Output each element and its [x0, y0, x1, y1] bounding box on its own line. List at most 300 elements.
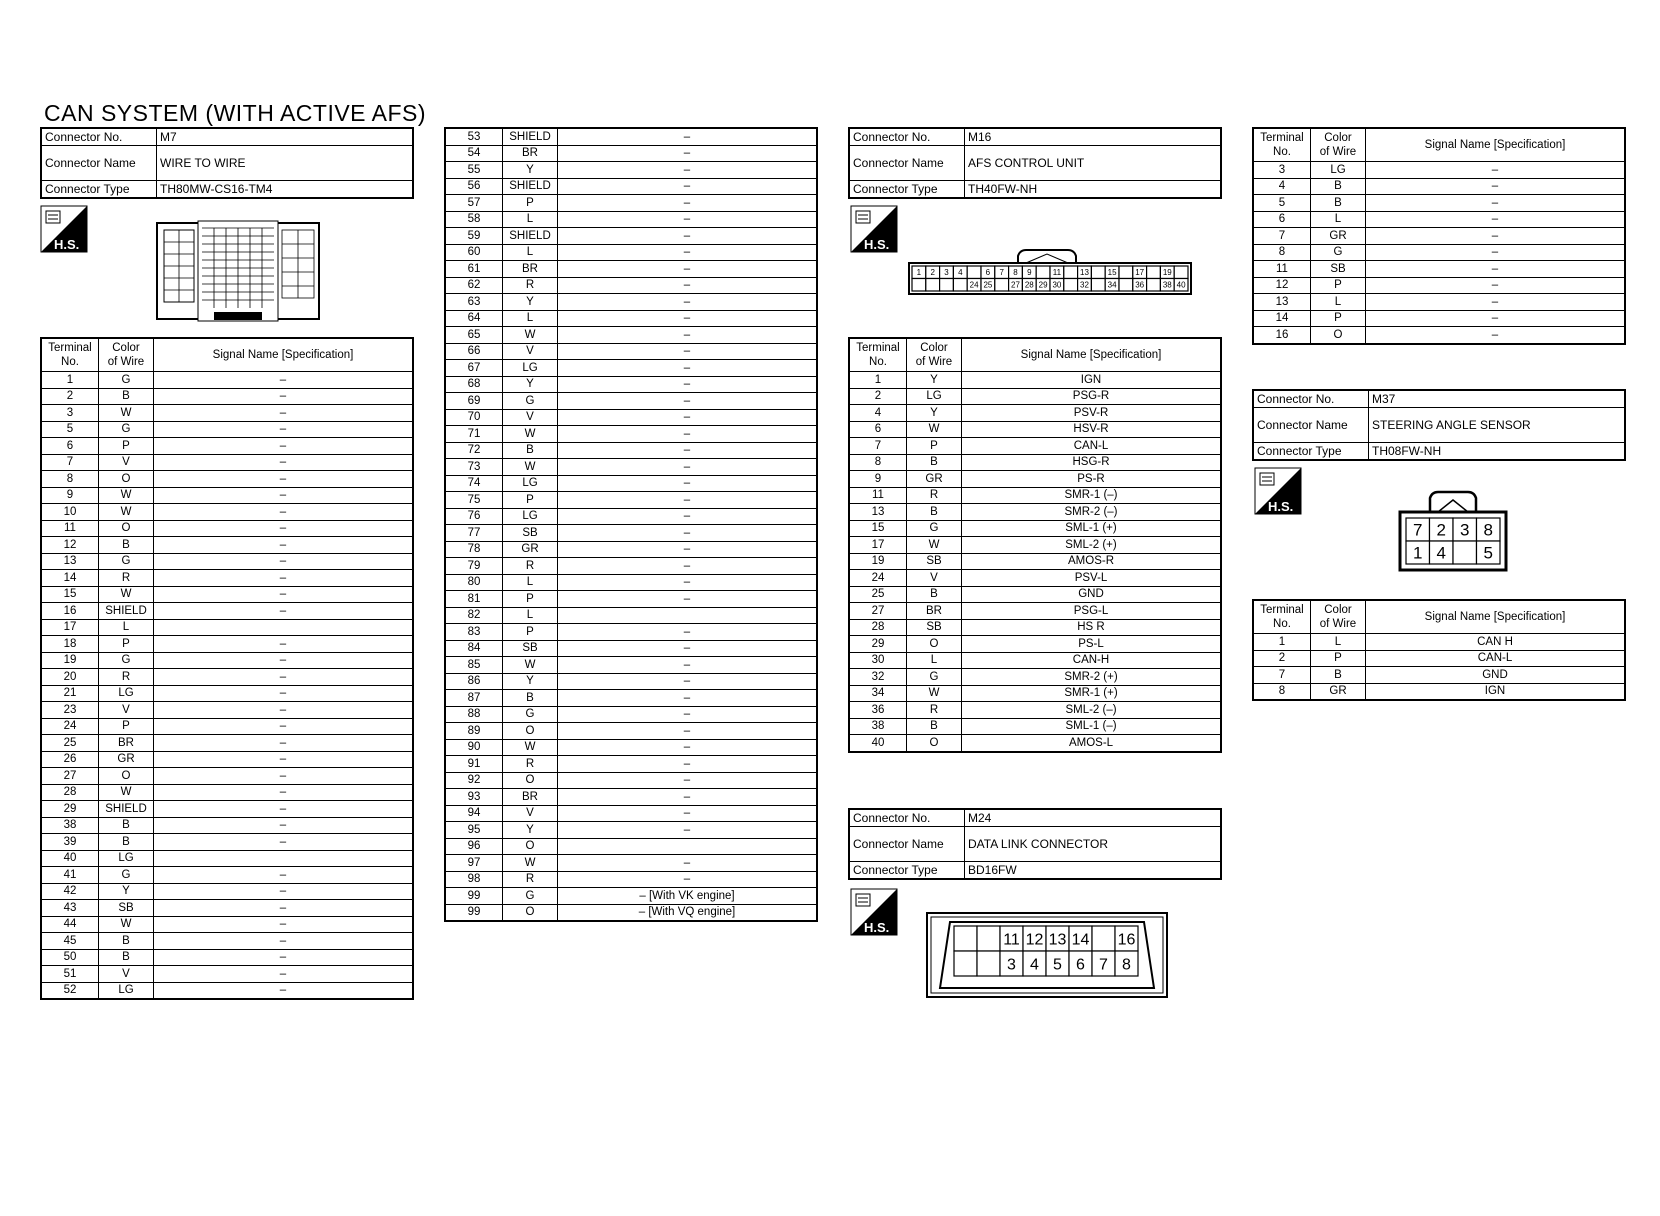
hs-label: H.S.	[864, 237, 890, 252]
table-row	[1253, 310, 1625, 327]
signal-name-cell: –	[558, 145, 818, 162]
wire-color-cell: L	[1311, 294, 1366, 311]
terminal-no-cell: 77	[445, 525, 503, 542]
signal-name-cell: –	[154, 982, 414, 999]
wire-color-cell: Y	[503, 294, 558, 311]
wire-color-cell: W	[907, 421, 962, 438]
table-row	[1253, 667, 1625, 684]
signal-name-cell: –	[558, 343, 818, 360]
signal-name-cell: –	[154, 652, 414, 669]
terminal-no-cell: 26	[41, 751, 99, 768]
table-row	[41, 487, 413, 504]
signal-name-cell: SML-2 (–)	[962, 702, 1222, 719]
terminal-no-cell: 98	[445, 871, 503, 888]
wire-color-cell: O	[503, 723, 558, 740]
signal-name-cell: –	[154, 504, 414, 521]
terminal-no-cell: 70	[445, 409, 503, 426]
hs-icon	[40, 205, 88, 253]
color-header-line1: Color	[1324, 604, 1352, 616]
terminal-no-cell: 38	[849, 718, 907, 735]
signal-name-cell: –	[558, 624, 818, 641]
table-row	[41, 603, 413, 620]
table-row	[849, 669, 1221, 686]
color-header	[1311, 600, 1366, 634]
signal-name-cell: –	[558, 558, 818, 575]
signal-name-cell: –	[154, 553, 414, 570]
table-row	[849, 388, 1221, 405]
terminal-no-cell: 14	[1253, 310, 1311, 327]
table-row	[445, 673, 817, 690]
wire-color-cell: R	[503, 871, 558, 888]
table-row	[445, 789, 817, 806]
signal-name-cell: –	[558, 277, 818, 294]
signal-name-cell: –	[154, 471, 414, 488]
signal-name-cell: PSV-R	[962, 405, 1222, 422]
wire-color-cell: L	[1311, 634, 1366, 651]
signal-name-cell: –	[558, 459, 818, 476]
terminal-no-cell: 18	[41, 636, 99, 653]
wire-color-cell: W	[503, 426, 558, 443]
table-row	[445, 772, 817, 789]
table-row	[41, 735, 413, 752]
terminal-header-line1: Terminal	[1260, 604, 1304, 616]
wire-color-cell: W	[99, 405, 154, 422]
wire-color-cell: G	[907, 669, 962, 686]
table-row	[1253, 327, 1625, 344]
signal-name-cell: IGN	[962, 372, 1222, 389]
pin-number: 1	[1413, 543, 1423, 563]
terminal-no-cell: 24	[41, 718, 99, 735]
terminal-header-line2: No.	[61, 356, 79, 368]
table-row	[41, 949, 413, 966]
signal-name-cell: –	[154, 421, 414, 438]
pin-number: 27	[1011, 280, 1020, 290]
hs-label: H.S.	[1268, 499, 1294, 514]
wire-color-cell: GR	[99, 751, 154, 768]
terminal-no-cell: 11	[1253, 261, 1311, 278]
wire-color-cell: B	[503, 442, 558, 459]
signal-name-cell: PSV-L	[962, 570, 1222, 587]
signal-name-cell: –	[558, 310, 818, 327]
signal-name-cell: –	[154, 966, 414, 983]
terminal-no-cell: 13	[41, 553, 99, 570]
terminal-no-cell: 12	[41, 537, 99, 554]
signal-name-cell: –	[558, 789, 818, 806]
table-row	[1253, 244, 1625, 261]
wire-color-cell: P	[503, 195, 558, 212]
table-row	[445, 706, 817, 723]
table-row	[41, 537, 413, 554]
wire-color-cell: LG	[907, 388, 962, 405]
table-row	[445, 211, 817, 228]
wire-color-cell: SB	[1311, 261, 1366, 278]
table-row	[41, 784, 413, 801]
pin-number: 3	[1007, 956, 1016, 974]
signal-name-cell: –	[154, 916, 414, 933]
wire-color-cell: O	[907, 735, 962, 752]
signal-name-cell: HS R	[962, 619, 1222, 636]
table-row	[41, 867, 413, 884]
signal-name-cell: SMR-2 (+)	[962, 669, 1222, 686]
color-header-line2: of Wire	[1319, 146, 1357, 158]
wire-color-cell: SB	[503, 640, 558, 657]
signal-name-cell: –	[558, 294, 818, 311]
m37-pin-table	[1252, 599, 1626, 701]
wire-color-cell: P	[99, 636, 154, 653]
hs-icon	[850, 205, 898, 253]
pin-number: 3	[1460, 520, 1470, 540]
pin-number: 8	[1483, 520, 1493, 540]
connector-type-label: Connector Type	[41, 181, 157, 199]
table-row	[445, 228, 817, 245]
table-row	[41, 454, 413, 471]
table-row	[445, 376, 817, 393]
wire-color-cell: W	[503, 855, 558, 872]
connector-type-label: Connector Type	[849, 862, 965, 880]
table-row	[445, 541, 817, 558]
pin-number: 4	[1030, 956, 1039, 974]
signal-name-cell: –	[154, 603, 414, 620]
hs-icon	[850, 888, 898, 936]
wire-color-cell: O	[503, 772, 558, 789]
terminal-no-cell: 11	[849, 487, 907, 504]
wire-color-cell: BR	[503, 261, 558, 278]
m7-connector-diagram	[156, 220, 320, 322]
terminal-no-header	[1253, 128, 1311, 162]
wire-color-cell: G	[99, 553, 154, 570]
signal-name-cell: –	[154, 537, 414, 554]
terminal-no-cell: 2	[41, 388, 99, 405]
signal-name-cell: –	[558, 360, 818, 377]
signal-name-cell: –	[558, 128, 818, 145]
terminal-no-cell: 7	[1253, 667, 1311, 684]
table-row	[849, 487, 1221, 504]
wire-color-cell: Y	[907, 372, 962, 389]
terminal-no-cell: 16	[41, 603, 99, 620]
wire-color-cell: L	[503, 244, 558, 261]
wire-color-cell: G	[503, 706, 558, 723]
signal-name-cell: CAN H	[1366, 634, 1626, 651]
terminal-no-cell: 40	[849, 735, 907, 752]
terminal-no-cell: 39	[41, 834, 99, 851]
pin-number: 32	[1080, 280, 1089, 290]
signal-name-cell: –	[558, 772, 818, 789]
wire-color-cell: G	[99, 372, 154, 389]
table-row	[445, 393, 817, 410]
signal-name-cell: –	[154, 702, 414, 719]
signal-name-cell: –	[1366, 162, 1626, 179]
table-row	[41, 504, 413, 521]
wire-color-cell: SB	[99, 900, 154, 917]
terminal-no-cell: 99	[445, 888, 503, 905]
signal-name-cell: –	[154, 751, 414, 768]
table-row	[445, 294, 817, 311]
table-row	[445, 591, 817, 608]
signal-name-cell: CAN-L	[1366, 650, 1626, 667]
signal-name-cell: –	[558, 574, 818, 591]
wire-color-cell: R	[99, 570, 154, 587]
wire-color-cell: L	[503, 211, 558, 228]
terminal-no-cell: 44	[41, 916, 99, 933]
signal-header: Signal Name [Specification]	[1366, 128, 1626, 162]
table-row	[445, 822, 817, 839]
color-header-line2: of Wire	[107, 356, 145, 368]
table-row	[41, 421, 413, 438]
wire-color-cell: O	[99, 471, 154, 488]
terminal-no-cell: 34	[849, 685, 907, 702]
pin-number: 34	[1107, 280, 1117, 290]
wire-color-cell: BR	[503, 789, 558, 806]
wire-color-cell: W	[503, 459, 558, 476]
m16-pin-cells	[912, 266, 1188, 291]
table-row	[849, 619, 1221, 636]
signal-name-cell: IGN	[1366, 683, 1626, 700]
signal-name-cell: PS-R	[962, 471, 1222, 488]
terminal-no-cell: 41	[41, 867, 99, 884]
table-row	[41, 553, 413, 570]
color-header	[1311, 128, 1366, 162]
m7-connector-no: M7	[157, 128, 414, 146]
terminal-no-cell: 87	[445, 690, 503, 707]
wire-color-cell: W	[503, 327, 558, 344]
signal-name-cell: –	[154, 784, 414, 801]
table-row	[849, 438, 1221, 455]
signal-name-cell: GND	[962, 586, 1222, 603]
signal-name-cell: –	[154, 949, 414, 966]
wire-color-cell: G	[907, 520, 962, 537]
table-row	[1253, 294, 1625, 311]
pin-number: 12	[1025, 931, 1044, 949]
terminal-no-cell: 62	[445, 277, 503, 294]
terminal-no-cell: 8	[849, 454, 907, 471]
table-row	[445, 690, 817, 707]
wire-color-cell: V	[99, 702, 154, 719]
signal-name-cell	[154, 850, 414, 867]
wire-color-cell: B	[99, 537, 154, 554]
signal-name-cell: –	[1366, 294, 1626, 311]
signal-name-cell: –	[154, 669, 414, 686]
signal-name-cell: HSV-R	[962, 421, 1222, 438]
signal-name-cell: –	[1366, 211, 1626, 228]
terminal-no-cell: 42	[41, 883, 99, 900]
wire-color-cell: W	[99, 784, 154, 801]
m7-rows-continued	[445, 128, 817, 921]
terminal-no-cell: 67	[445, 360, 503, 377]
table-row	[445, 261, 817, 278]
terminal-no-cell: 23	[41, 702, 99, 719]
table-row	[445, 409, 817, 426]
color-header-line1: Color	[920, 342, 948, 354]
signal-name-cell: PSG-R	[962, 388, 1222, 405]
table-row	[445, 195, 817, 212]
terminal-no-cell: 95	[445, 822, 503, 839]
terminal-no-cell: 66	[445, 343, 503, 360]
table-row	[445, 327, 817, 344]
terminal-no-cell: 9	[41, 487, 99, 504]
pin-number: 1	[916, 268, 922, 278]
pin-number: 5	[1483, 543, 1493, 563]
terminal-no-cell: 43	[41, 900, 99, 917]
m7-header-table	[40, 127, 414, 199]
signal-name-cell: HSG-R	[962, 454, 1222, 471]
table-row	[445, 756, 817, 773]
signal-name-cell: SMR-2 (–)	[962, 504, 1222, 521]
table-row	[1253, 634, 1625, 651]
wire-color-cell: B	[99, 388, 154, 405]
signal-name-cell: –	[558, 376, 818, 393]
terminal-no-cell: 16	[1253, 327, 1311, 344]
wire-color-cell: BR	[99, 735, 154, 752]
m24-pin-cells	[954, 926, 1138, 976]
table-row	[849, 504, 1221, 521]
m16-connector-no: M16	[965, 128, 1222, 146]
wire-color-cell: R	[907, 487, 962, 504]
terminal-no-cell: 29	[849, 636, 907, 653]
table-row	[41, 834, 413, 851]
signal-header: Signal Name [Specification]	[962, 338, 1222, 372]
signal-name-cell: –	[558, 739, 818, 756]
terminal-no-cell: 45	[41, 933, 99, 950]
terminal-no-cell: 82	[445, 607, 503, 624]
m24-connector-diagram	[926, 912, 1168, 998]
pin-number: 38	[1162, 280, 1172, 290]
signal-name-cell: PS-L	[962, 636, 1222, 653]
pin-cell	[1119, 279, 1133, 292]
table-row	[445, 888, 817, 905]
table-row	[1253, 650, 1625, 667]
pin-number: 29	[1038, 280, 1048, 290]
table-row	[445, 343, 817, 360]
wire-color-cell: P	[99, 718, 154, 735]
terminal-no-cell: 55	[445, 162, 503, 179]
signal-name-cell: –	[558, 442, 818, 459]
wire-color-cell: W	[99, 487, 154, 504]
signal-name-cell: –	[154, 900, 414, 917]
wire-color-cell: B	[1311, 178, 1366, 195]
table-row	[41, 718, 413, 735]
pin-number: 7	[1099, 956, 1108, 974]
terminal-no-cell: 69	[445, 393, 503, 410]
terminal-no-cell: 8	[41, 471, 99, 488]
wire-color-cell: Y	[503, 376, 558, 393]
wire-color-cell: BR	[907, 603, 962, 620]
terminal-header-line2: No.	[869, 356, 887, 368]
wire-color-cell: V	[99, 966, 154, 983]
terminal-no-cell: 81	[445, 591, 503, 608]
wire-color-cell: SHIELD	[99, 603, 154, 620]
terminal-no-cell: 56	[445, 178, 503, 195]
pin-cell	[926, 279, 940, 292]
wire-color-cell: P	[503, 624, 558, 641]
signal-name-cell: –	[558, 426, 818, 443]
signal-name-cell: –	[1366, 178, 1626, 195]
table-row	[849, 735, 1221, 752]
table-row	[849, 471, 1221, 488]
terminal-no-cell: 2	[849, 388, 907, 405]
terminal-header-line1: Terminal	[1260, 132, 1304, 144]
m24-connector-type: BD16FW	[965, 862, 1222, 880]
terminal-no-cell: 11	[41, 520, 99, 537]
pin-cell	[1091, 266, 1105, 279]
signal-name-cell: –	[154, 405, 414, 422]
signal-name-cell: PSG-L	[962, 603, 1222, 620]
table-row	[41, 916, 413, 933]
table-row	[445, 657, 817, 674]
signal-name-cell: –	[154, 636, 414, 653]
m7-rows	[41, 372, 413, 1000]
signal-name-cell: –	[154, 735, 414, 752]
table-row	[41, 372, 413, 389]
terminal-no-cell: 76	[445, 508, 503, 525]
table-row	[41, 438, 413, 455]
terminal-no-cell: 32	[849, 669, 907, 686]
table-row	[41, 702, 413, 719]
signal-name-cell	[154, 619, 414, 636]
terminal-no-cell: 4	[1253, 178, 1311, 195]
table-row	[41, 471, 413, 488]
terminal-no-cell: 79	[445, 558, 503, 575]
terminal-no-cell: 78	[445, 541, 503, 558]
table-row	[849, 586, 1221, 603]
table-row	[849, 702, 1221, 719]
table-row	[41, 850, 413, 867]
terminal-no-cell: 21	[41, 685, 99, 702]
table-row	[41, 751, 413, 768]
pin-cell	[954, 951, 977, 976]
terminal-no-cell: 15	[41, 586, 99, 603]
terminal-header-line1: Terminal	[48, 342, 92, 354]
terminal-no-cell: 71	[445, 426, 503, 443]
signal-name-cell: –	[558, 178, 818, 195]
pin-number: 3	[944, 268, 949, 278]
signal-header: Signal Name [Specification]	[1366, 600, 1626, 634]
signal-name-cell: –	[558, 723, 818, 740]
pin-number: 5	[1053, 956, 1062, 974]
wire-color-cell: Y	[503, 673, 558, 690]
wire-color-cell: G	[1311, 244, 1366, 261]
m37-connector-type: TH08FW-NH	[1369, 443, 1626, 461]
wire-color-cell: GR	[1311, 228, 1366, 245]
pin-cell	[1064, 279, 1078, 292]
wire-color-cell: SHIELD	[99, 801, 154, 818]
signal-name-cell: –	[154, 768, 414, 785]
terminal-no-cell: 85	[445, 657, 503, 674]
table-row	[445, 574, 817, 591]
terminal-no-cell: 28	[41, 784, 99, 801]
signal-name-cell: –	[1366, 277, 1626, 294]
wire-color-cell: SB	[907, 553, 962, 570]
table-row	[849, 553, 1221, 570]
pin-cell	[953, 279, 967, 292]
terminal-no-cell: 65	[445, 327, 503, 344]
pin-cell	[1147, 279, 1161, 292]
terminal-no-cell: 61	[445, 261, 503, 278]
signal-name-cell: –	[1366, 261, 1626, 278]
connector-name-label: Connector Name	[41, 146, 157, 181]
signal-name-cell: – [With VK engine]	[558, 888, 818, 905]
wire-color-cell: B	[99, 834, 154, 851]
page-title: CAN SYSTEM (WITH ACTIVE AFS)	[44, 100, 427, 126]
table-row	[445, 805, 817, 822]
wire-color-cell: SHIELD	[503, 228, 558, 245]
m24-connector-no: M24	[965, 809, 1222, 827]
table-row	[445, 426, 817, 443]
signal-name-cell: –	[558, 162, 818, 179]
terminal-no-cell: 25	[849, 586, 907, 603]
table-row	[1253, 178, 1625, 195]
terminal-no-cell: 91	[445, 756, 503, 773]
pin-cell	[1174, 266, 1188, 279]
